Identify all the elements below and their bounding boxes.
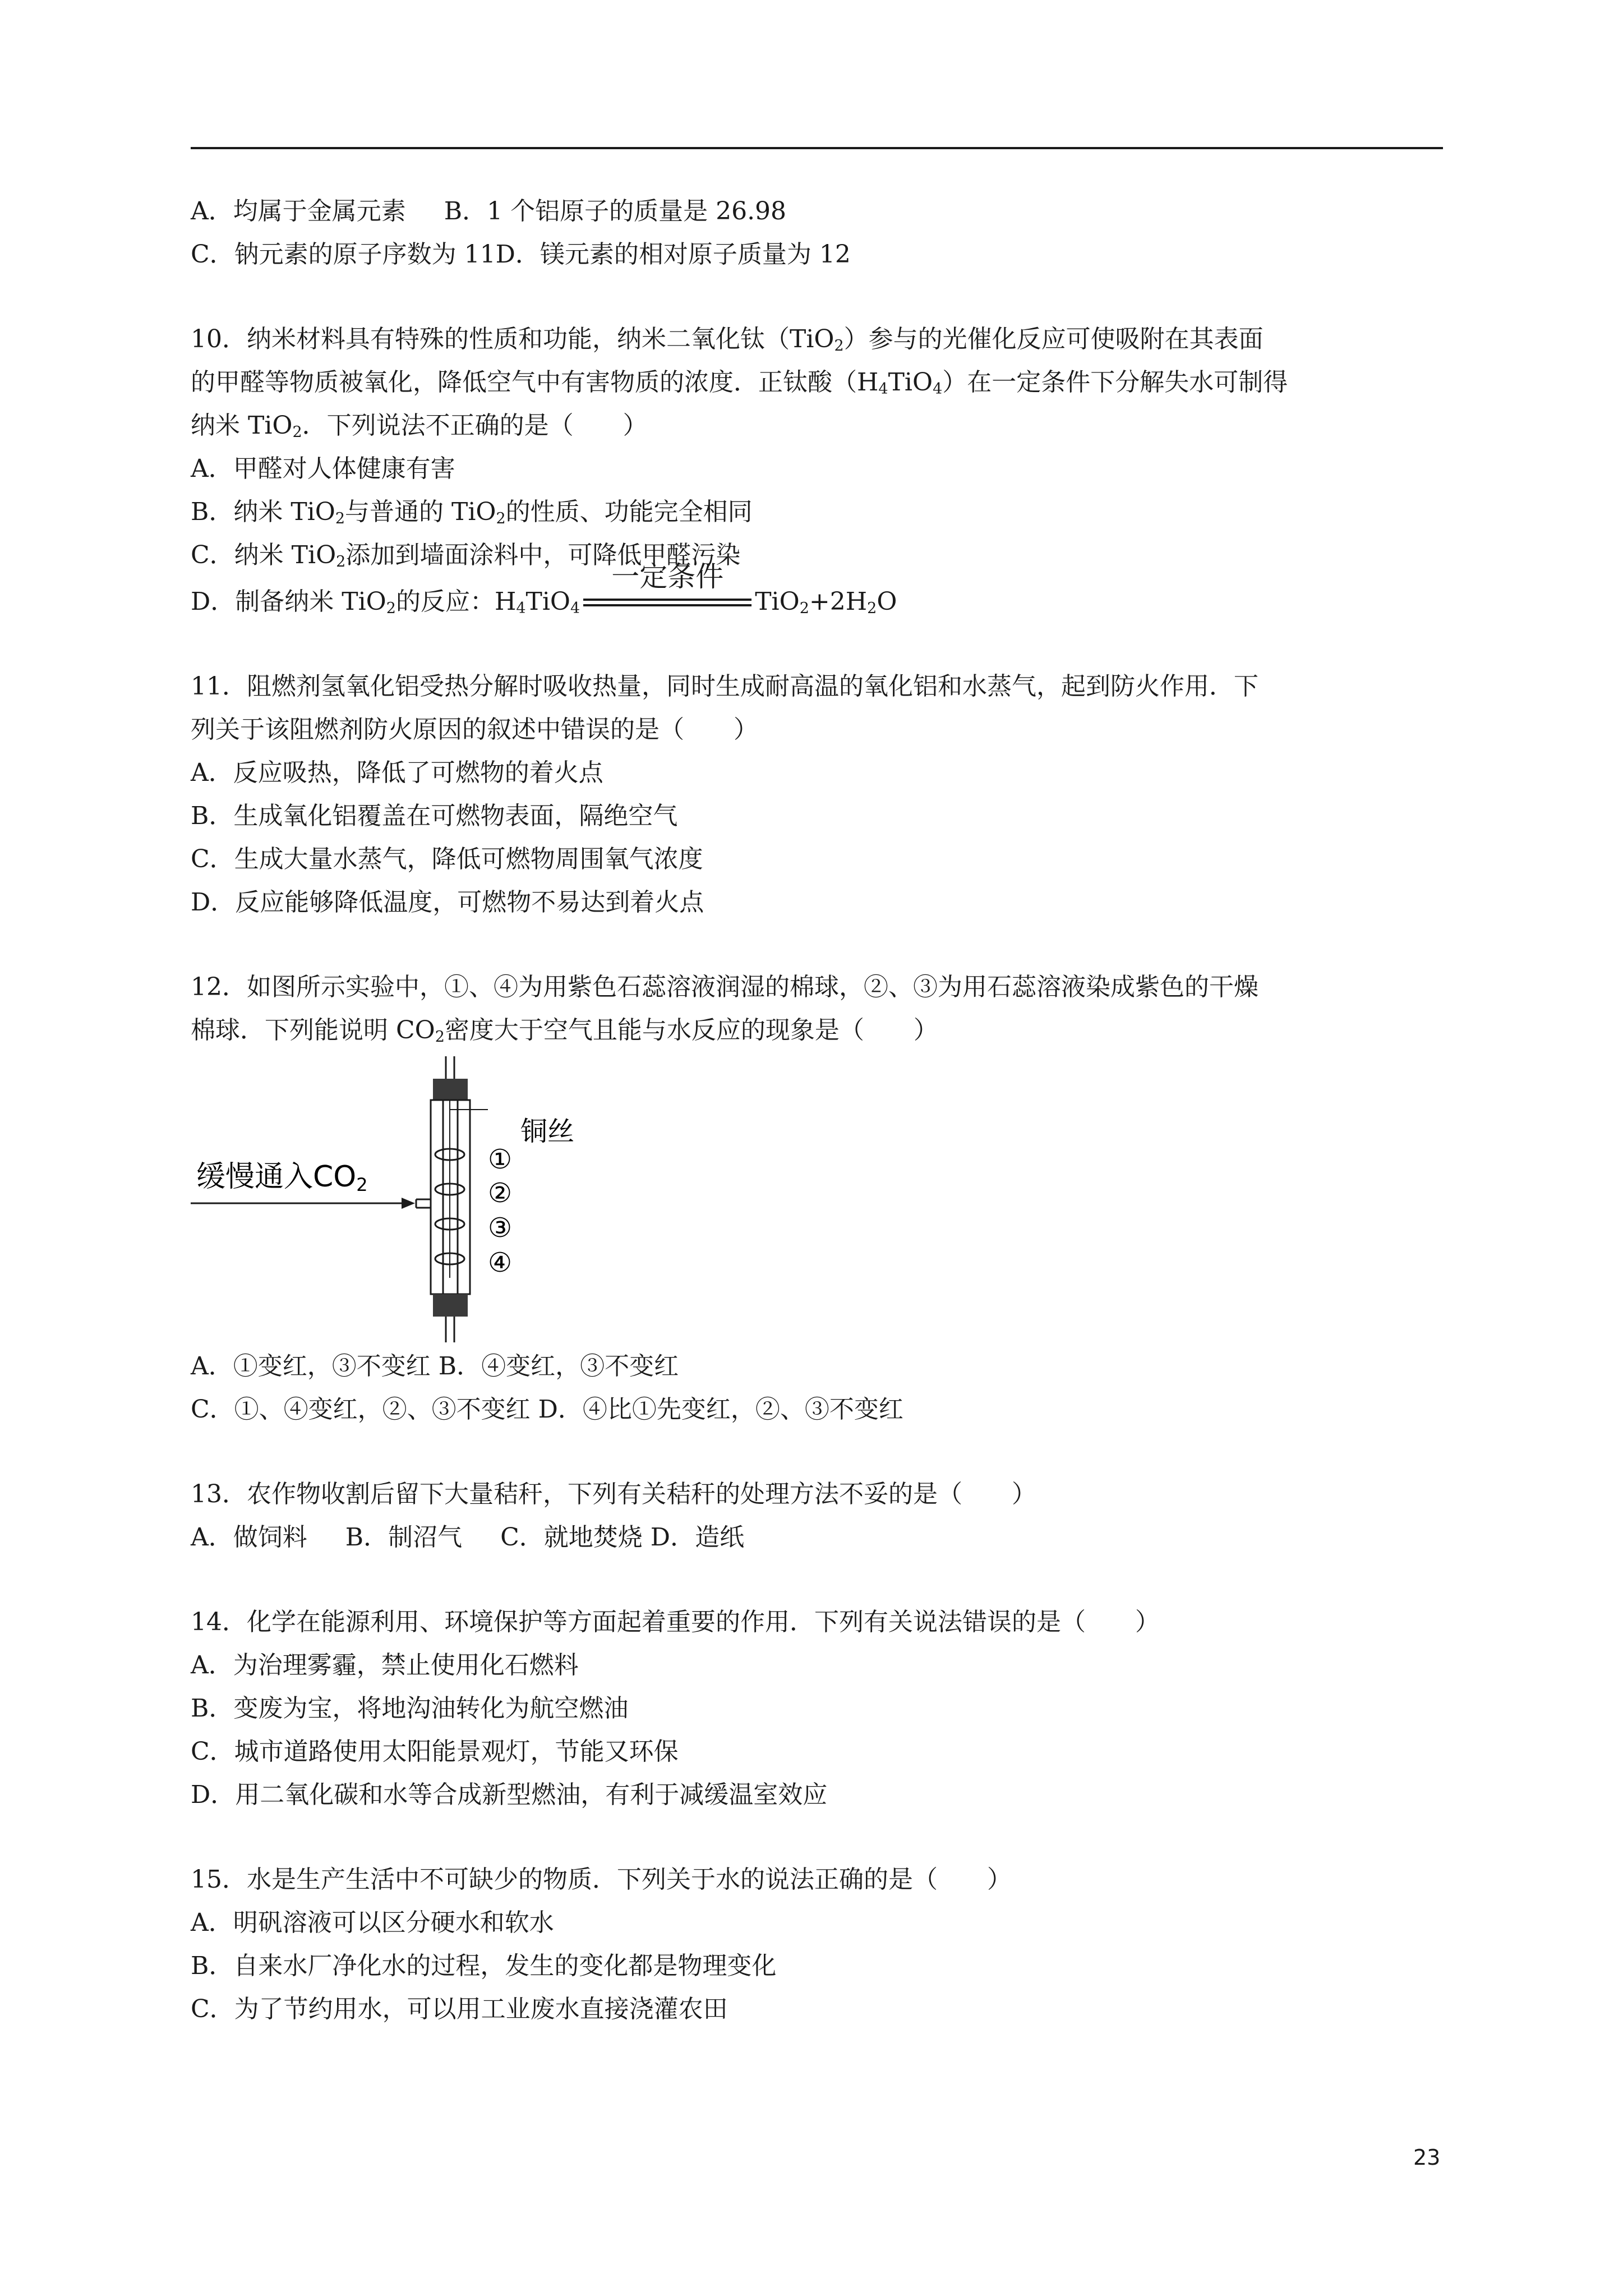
page-content [191,190,1443,2031]
q13-option-a: A．做饲料 [191,1523,307,1552]
q9-options-ab [191,190,1443,233]
q15-option-b: B．自来水厂净化水的过程，发生的变化都是物理变化 [191,1952,777,1980]
q9-options-cd [191,233,1443,276]
q12-stem-line-2: 棉球．下列能说明 $CO_2$密度大于空气且能与水反应的现象是（ ） [191,1016,938,1046]
page-number: 23 [1413,2145,1441,2170]
q14-option-b: B．变废为宝，将地沟油转化为航空燃油 [191,1694,629,1723]
q10-option-d: D．制备纳米 TiO$_2$的反应：$H_4TiO_4$ 一定条件 $TiO_2+2H_2O$ [191,580,1443,623]
q13-options [191,1516,1443,1559]
q13-option-b: B．制沼气 [345,1523,463,1552]
q13-option-c: C．就地焚烧 [500,1523,643,1552]
q14-option-d: D．用二氧化碳和水等合成新型燃油，有利于减缓温室效应 [191,1780,828,1809]
q13-option-d: D．造纸 [650,1523,745,1552]
q11-option-d: D．反应能够降低温度，可燃物不易达到着火点 [191,888,704,917]
reaction-condition-equals [583,560,751,623]
q14-option-c: C．城市道路使用太阳能景观灯，节能又环保 [191,1737,679,1766]
ball-label-3: ③ [488,1212,513,1244]
q9-option-b: B．1 个铝原子的质量是 26.98 [444,197,787,226]
q12-options-cd: C．①、④变红，②、③不变红 D．④比①先变红，②、③不变红 [191,1395,903,1424]
q11-option-c: C．生成大量水蒸气，降低可燃物周围氧气浓度 [191,845,703,873]
ball-label-4: ④ [488,1247,513,1278]
co2-inlet-label: 缓慢通入CO2 [196,1160,368,1195]
co2-experiment-figure [191,1056,1443,1342]
q13-stem: 13．农作物收割后留下大量秸秆，下列有关秸秆的处理方法不妥的是（ ） [191,1480,1036,1508]
bottom-stopper [433,1294,468,1317]
q12-stem-line-1: 12．如图所示实验中，①、④为用紫色石蕊溶液润湿的棉球，②、③为用石蕊溶液染成紫色的干燥 [191,973,1258,1001]
q11-option-a: A．反应吸热，降低了可燃物的着火点 [191,758,603,787]
q15-option-a: A．明矾溶液可以区分硬水和软水 [191,1908,554,1937]
q10-option-a: A．甲醛对人体健康有害 [191,454,455,483]
header-rule [191,147,1443,149]
q10-option-b: B．纳米 TiO$_2$与普通的 TiO$_2$的性质、功能完全相同 [191,498,753,527]
q11-stem-line-1: 11．阻燃剂氢氧化铝受热分解时吸收热量，同时生成耐高温的氧化铝和水蒸气，起到防火作用．下 [191,672,1258,701]
reaction-condition: 一定条件 [611,560,724,593]
ball-label-1: ① [488,1144,513,1175]
q15-stem: 15．水是生产生活中不可缺少的物质．下列关于水的说法正确的是（ ） [191,1865,1012,1894]
co2-apparatus-diagram [191,1056,639,1342]
q12-options-ab: A．①变红，③不变红 B．④变红，③不变红 [191,1352,679,1381]
q9-option-d: D．镁元素的相对原子质量为 12 [495,240,851,269]
q10-option-c: C．纳米 TiO$_2$添加到墙面涂料中，可降低甲醛污染 [191,541,741,570]
q10-stem-line-2: 的甲醛等物质被氧化，降低空气中有害物质的浓度．正钛酸$(H_4TiO_4)$在一定条件下分解失水可制得 [191,368,1288,398]
q10-stem-line-1: 10．纳米材料具有特殊的性质和功能，纳米二氧化钛（TiO$_2$）参与的光催化反应可使吸附在其表面 [191,325,1264,355]
top-stopper [433,1079,468,1100]
q9-option-a: A．均属于金属元素 [191,197,406,226]
q15-option-c: C．为了节约用水，可以用工业废水直接浇灌农田 [191,1995,728,2023]
q11-stem-line-2: 列关于该阻燃剂防火原因的叙述中错误的是（ ） [191,715,758,744]
q10-stem-line-3: 纳米 TiO$_2$．下列说法不正确的是（ ） [191,411,648,441]
q14-stem: 14．化学在能源利用、环境保护等方面起着重要的作用．下列有关说法错误的是（ ） [191,1608,1160,1636]
ball-label-2: ② [488,1177,513,1209]
q11-option-b: B．生成氧化铝覆盖在可燃物表面，隔绝空气 [191,802,678,830]
copper-wire-label: 铜丝 [520,1116,575,1147]
q9-option-c: C．钠元素的原子序数为 11 [191,240,496,269]
q14-option-a: A．为治理雾霾，禁止使用化石燃料 [191,1651,579,1680]
